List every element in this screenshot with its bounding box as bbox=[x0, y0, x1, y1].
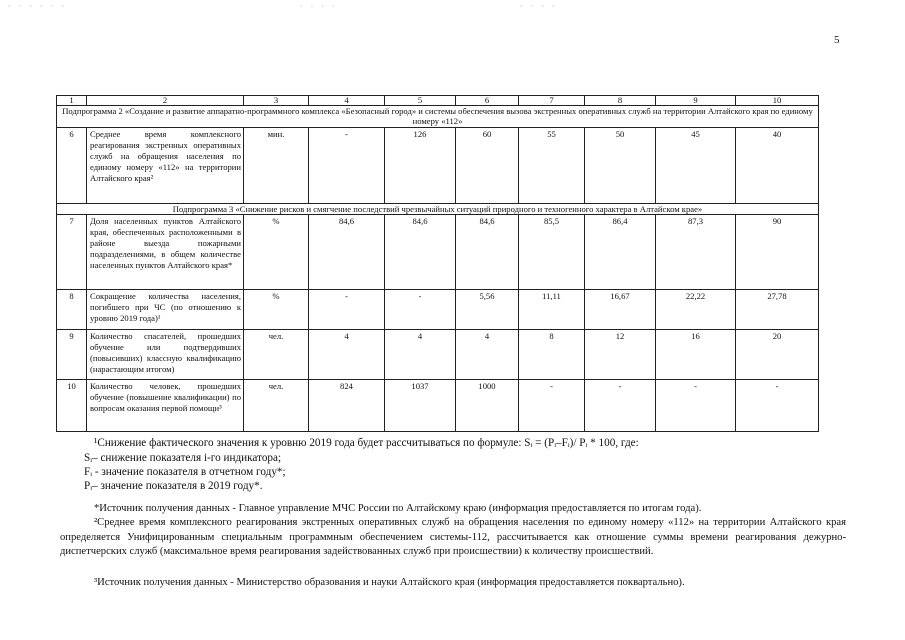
value-cell: 4 bbox=[385, 330, 456, 380]
value-cell: 86,4 bbox=[585, 215, 656, 290]
value-cell: 4 bbox=[309, 330, 385, 380]
value-cell: 87,3 bbox=[656, 215, 736, 290]
header-cell: 5 bbox=[385, 96, 456, 106]
value-cell: 20 bbox=[736, 330, 819, 380]
variable-s-definition: Sᵢ– снижение показателя i-го индикатора; bbox=[84, 452, 282, 464]
footnote-source-2: ²Среднее время комплексного реагирования экстренных оперативных служб на обращения населения по единому номеру «112» на территории Алтайского края определяется Унифицированным специальным программным обеспечением системы-112, рассчитывается как отношение суммы времени реагирования дежурно-диспетчерских служб (максимальное время реагирования задействованных служб при происшествии) к количеству происшествий. bbox=[60, 517, 846, 558]
value-cell: 45 bbox=[656, 128, 736, 204]
row-number: 8 bbox=[57, 290, 87, 330]
scan-mark: · · · · · · bbox=[8, 2, 67, 11]
value-cell: 50 bbox=[585, 128, 656, 204]
value-cell: 84,6 bbox=[309, 215, 385, 290]
indicator-name: Доля населенных пунктов Алтайского края, обеспеченных расположенными в районе выезда пожарными подразделениями, в общем количестве населенных пунктов Алтайского края* bbox=[87, 215, 244, 290]
footnote-source-1: *Источник получения данных - Главное управление МЧС России по Алтайскому краю (информация предоставляется по итогам года). bbox=[94, 503, 702, 514]
unit-cell: чел. bbox=[244, 380, 309, 432]
value-cell: 55 bbox=[519, 128, 585, 204]
header-cell: 10 bbox=[736, 96, 819, 106]
value-cell: - bbox=[519, 380, 585, 432]
indicator-name: Среднее время комплексного реагирования экстренных оперативных служб на обращения населения по единому номеру «112» на территории Алтайского края² bbox=[87, 128, 244, 204]
value-cell: 60 bbox=[456, 128, 519, 204]
unit-cell: % bbox=[244, 215, 309, 290]
value-cell: - bbox=[309, 290, 385, 330]
header-cell: 2 bbox=[87, 96, 244, 106]
value-cell: 27,78 bbox=[736, 290, 819, 330]
subprogram-3-title: Подпрограмма 3 «Снижение рисков и смягчение последствий чрезвычайных ситуаций природного и техногенного характера в Алтайском крае» bbox=[57, 204, 819, 215]
page-number: 5 bbox=[834, 34, 840, 46]
value-cell: 5,56 bbox=[456, 290, 519, 330]
value-cell: 11,11 bbox=[519, 290, 585, 330]
row-number: 9 bbox=[57, 330, 87, 380]
value-cell: 16,67 bbox=[585, 290, 656, 330]
value-cell: 40 bbox=[736, 128, 819, 204]
variable-f-definition: Fᵢ - значение показателя в отчетном году*; bbox=[84, 466, 286, 478]
header-cell: 4 bbox=[309, 96, 385, 106]
indicator-name: Количество человек, прошедших обучение (повышение квалификации) по вопросам оказания первой помощи³ bbox=[87, 380, 244, 432]
value-cell: 4 bbox=[456, 330, 519, 380]
value-cell: 824 bbox=[309, 380, 385, 432]
value-cell: 90 bbox=[736, 215, 819, 290]
indicators-table bbox=[56, 95, 819, 432]
value-cell: 85,5 bbox=[519, 215, 585, 290]
value-cell: - bbox=[585, 380, 656, 432]
indicator-name: Сокращение количества населения, погибшего при ЧС (по отношению к уровню 2019 года)¹ bbox=[87, 290, 244, 330]
scan-mark: · · · · bbox=[300, 2, 338, 11]
value-cell: 16 bbox=[656, 330, 736, 380]
value-cell: - bbox=[385, 290, 456, 330]
row-number: 10 bbox=[57, 380, 87, 432]
table-row bbox=[57, 128, 819, 204]
header-cell: 7 bbox=[519, 96, 585, 106]
indicator-name: Количество спасателей, прошедших обучение или подтвердивших (повысивших) классную квалификацию (нарастающим итогом) bbox=[87, 330, 244, 380]
value-cell: - bbox=[309, 128, 385, 204]
row-number: 7 bbox=[57, 215, 87, 290]
header-cell: 6 bbox=[456, 96, 519, 106]
value-cell: 8 bbox=[519, 330, 585, 380]
footnote-source-3: ³Источник получения данных - Министерство образования и науки Алтайского края (информация предоставляется поквартально). bbox=[94, 577, 685, 588]
value-cell: 84,6 bbox=[456, 215, 519, 290]
subprogram-2-title: Подпрограмма 2 «Создание и развитие аппаратно-программного комплекса «Безопасный город» и системы обеспечения вызова экстренных оперативных служб на территории Алтайского края по единому номеру «112» bbox=[57, 106, 819, 128]
formula-note: ¹Снижение фактического значения к уровню 2019 года будет рассчитываться по формуле: Sᵢ = (Pᵢ–Fᵢ)/ Pᵢ * 100, где: bbox=[94, 437, 639, 449]
unit-cell: чел. bbox=[244, 330, 309, 380]
value-cell: 1037 bbox=[385, 380, 456, 432]
table-row bbox=[57, 330, 819, 380]
value-cell: 22,22 bbox=[656, 290, 736, 330]
unit-cell: мин. bbox=[244, 128, 309, 204]
table-row bbox=[57, 380, 819, 432]
table-header-row bbox=[57, 96, 819, 106]
variable-p-definition: Pᵢ– значение показателя в 2019 году*. bbox=[84, 480, 263, 492]
scan-mark: · · · · bbox=[520, 2, 558, 11]
value-cell: 12 bbox=[585, 330, 656, 380]
subprogram-row bbox=[57, 204, 819, 215]
row-number: 6 bbox=[57, 128, 87, 204]
table-row bbox=[57, 215, 819, 290]
header-cell: 3 bbox=[244, 96, 309, 106]
value-cell: 126 bbox=[385, 128, 456, 204]
value-cell: 1000 bbox=[456, 380, 519, 432]
table-row bbox=[57, 290, 819, 330]
value-cell: - bbox=[656, 380, 736, 432]
header-cell: 9 bbox=[656, 96, 736, 106]
subprogram-row bbox=[57, 106, 819, 128]
value-cell: - bbox=[736, 380, 819, 432]
value-cell: 84,6 bbox=[385, 215, 456, 290]
header-cell: 1 bbox=[57, 96, 87, 106]
header-cell: 8 bbox=[585, 96, 656, 106]
unit-cell: % bbox=[244, 290, 309, 330]
